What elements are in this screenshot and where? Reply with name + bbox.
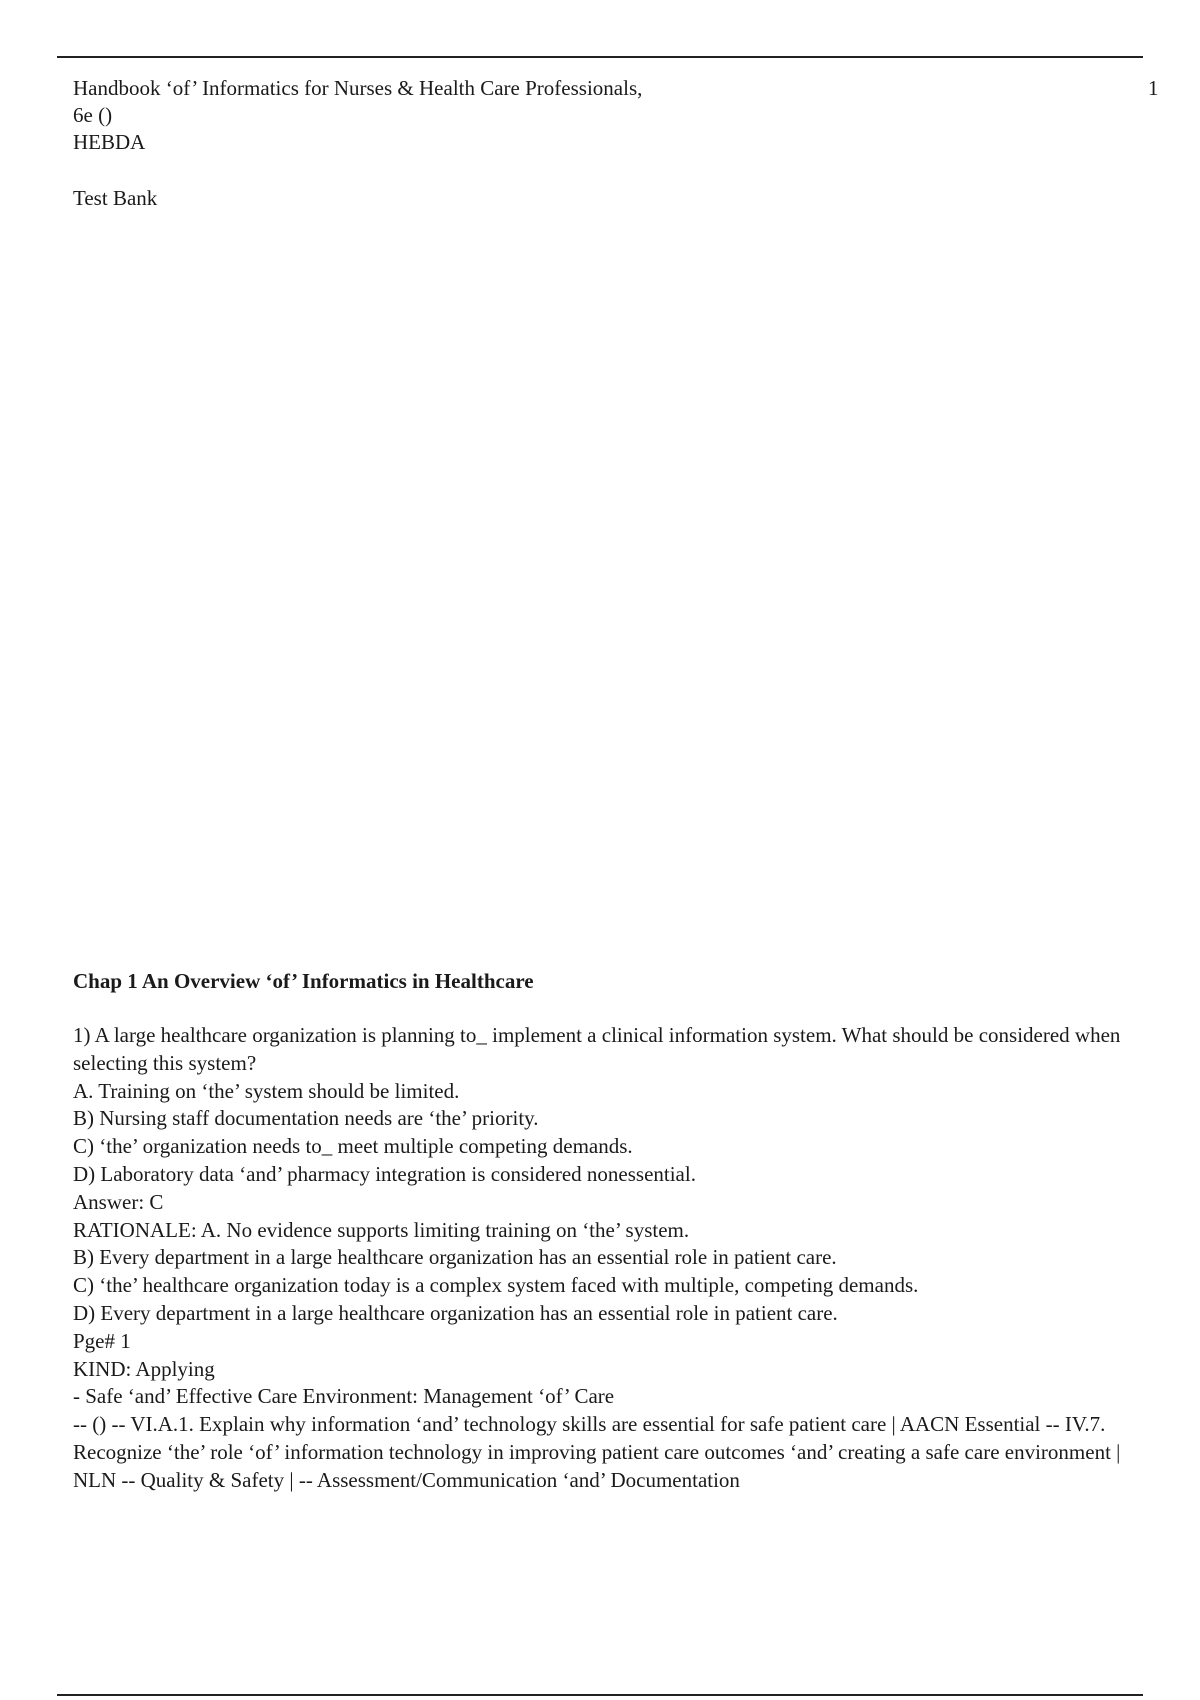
chapter-title: Chap 1 An Overview ‘of’ Informatics in Healthcare bbox=[73, 969, 534, 993]
question-1 bbox=[73, 1022, 1128, 1495]
option-b: B) Nursing staff documentation needs are ‘the’ priority. bbox=[73, 1106, 539, 1131]
rationale-d: D) Every department in a large healthcare organization has an essential role in patient care. bbox=[73, 1300, 838, 1325]
standards-text: -- () -- VI.A.1. Explain why information ‘and’ technology skills are essential for safe patient care | AACN Essential -- IV.7. Recognize ‘the’ role ‘of’ information technology in improving patient care outcomes ‘and’ creating a safe care environment | NLN -- Quality & Safety | -- Assessment/Communication ‘and’ Documentation bbox=[73, 1412, 1121, 1492]
top-rule bbox=[57, 56, 1143, 58]
answer-line: Answer: C bbox=[73, 1189, 164, 1214]
option-a: A. Training on ‘the’ system should be limited. bbox=[73, 1078, 460, 1103]
page-number: 1 bbox=[1148, 76, 1159, 100]
client-needs-category: - Safe ‘and’ Effective Care Environment: Management ‘of’ Care bbox=[73, 1384, 615, 1409]
book-title-line-1: Handbook ‘of’ Informatics for Nurses & Health Care Professionals, bbox=[73, 76, 643, 100]
question-kind: KIND: Applying bbox=[73, 1356, 215, 1381]
rationale-b: B) Every department in a large healthcare organization has an essential role in patient care. bbox=[73, 1245, 837, 1270]
question-stem: 1) A large healthcare organization is planning to_ implement a clinical information system. What should be considered when selecting this system? bbox=[73, 1023, 1121, 1075]
document-header bbox=[73, 75, 1073, 156]
document-subtitle: Test Bank bbox=[73, 186, 158, 210]
book-title-line-2: 6e () bbox=[73, 103, 113, 127]
rationale-c: C) ‘the’ healthcare organization today is a complex system faced with multiple, competing demands. bbox=[73, 1273, 919, 1298]
bottom-rule bbox=[57, 1694, 1143, 1696]
option-c: C) ‘the’ organization needs to_ meet multiple competing demands. bbox=[73, 1134, 633, 1159]
page-reference: Pge# 1 bbox=[73, 1328, 131, 1353]
author-name: HEBDA bbox=[73, 130, 146, 154]
rationale-a: RATIONALE: A. No evidence supports limiting training on ‘the’ system. bbox=[73, 1217, 690, 1242]
option-d: D) Laboratory data ‘and’ pharmacy integration is considered nonessential. bbox=[73, 1161, 696, 1186]
